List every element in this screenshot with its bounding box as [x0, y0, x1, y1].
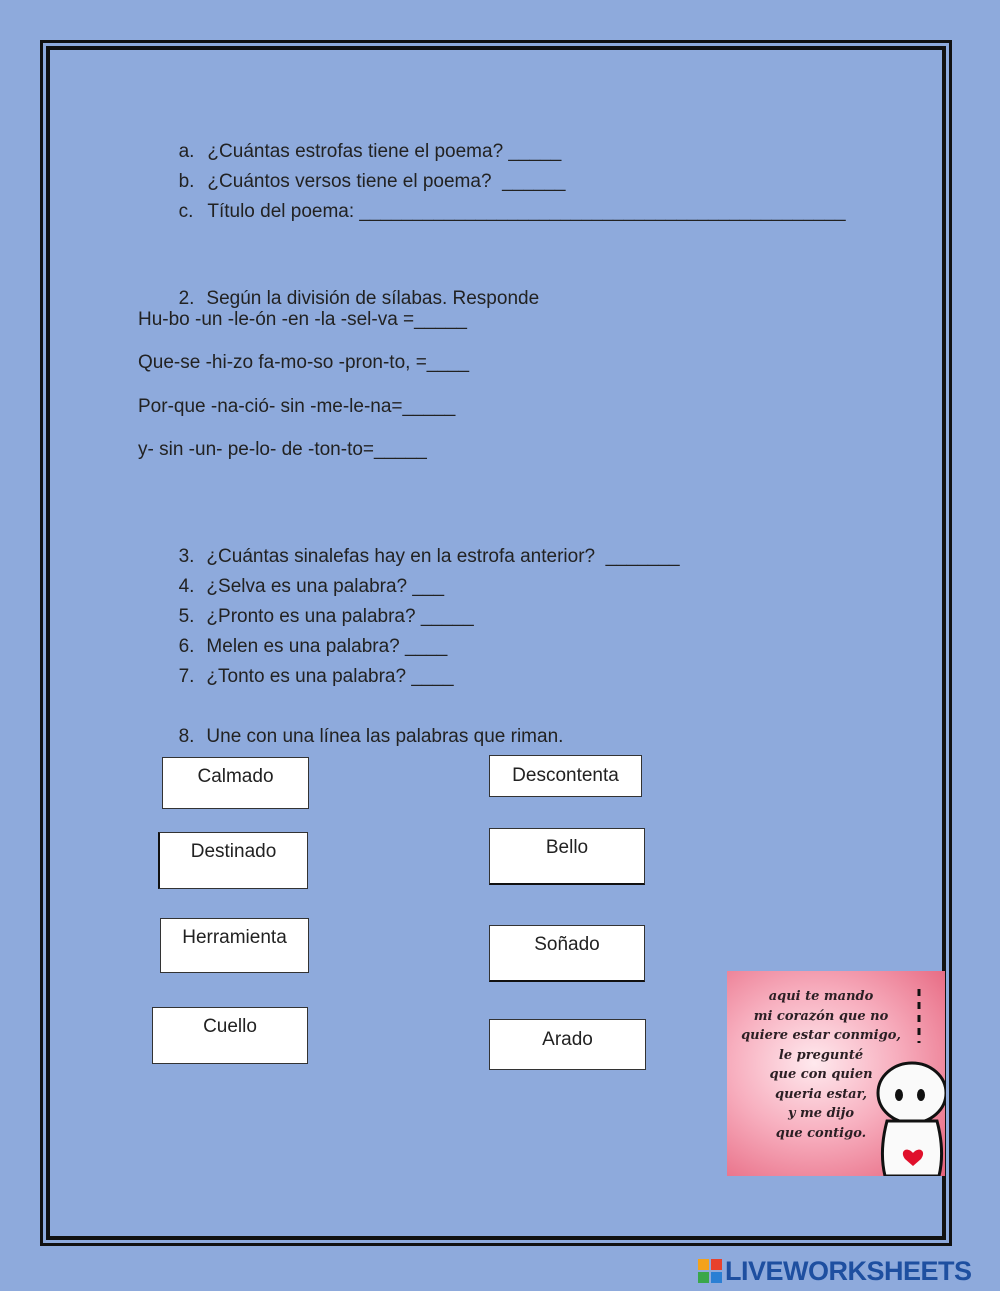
doll-figure-icon	[727, 971, 945, 1176]
question-2-marker: 2.	[178, 288, 195, 309]
card-line: mi corazón que no	[753, 1008, 889, 1024]
card-line: que contigo.	[775, 1125, 867, 1141]
card-line: aqui te mando	[768, 989, 874, 1004]
liveworksheets-logo-icon	[698, 1259, 722, 1283]
syllable-line-4: y- sin -un- pe-lo- de -ton-to=_____	[138, 439, 427, 460]
question-c-marker: c.	[178, 201, 194, 222]
word-box-arado[interactable]: Arado	[489, 1019, 646, 1070]
syllable-line-2: Que-se -hi-zo fa-mo-so -pron-to, =____	[138, 352, 470, 373]
word-box-destinado[interactable]: Destinado	[158, 832, 308, 889]
card-line: le pregunté	[778, 1047, 864, 1063]
question-4-text: ¿Selva es una palabra? ___	[206, 576, 445, 597]
word-box-herramienta[interactable]: Herramienta	[160, 918, 309, 973]
question-6-text: Melen es una palabra? ____	[206, 636, 448, 657]
word-box-bello[interactable]: Bello	[489, 828, 645, 885]
question-c-text: Título del poema: ______________________________________________	[207, 201, 846, 222]
question-2-text: Según la división de sílabas. Responde	[206, 288, 540, 309]
card-line: y me dijo	[787, 1106, 855, 1121]
liveworksheets-brand[interactable]	[698, 1256, 972, 1286]
question-8-marker: 8.	[178, 726, 195, 747]
question-8	[168, 704, 563, 748]
question-5-marker: 5.	[178, 606, 195, 627]
card-line: que con quien	[769, 1067, 873, 1082]
brand-name: LIVEWORKSHEETS	[725, 1255, 972, 1286]
question-c	[168, 179, 846, 223]
question-5-text: ¿Pronto es una palabra? _____	[206, 606, 474, 627]
question-7-marker: 7.	[178, 666, 195, 687]
question-4-marker: 4.	[178, 576, 195, 597]
syllable-line-3: Por-que -na-ció- sin -me-le-na=_____	[138, 396, 456, 417]
card-line: quiere estar conmigo,	[741, 1028, 901, 1043]
word-box-cuello[interactable]: Cuello	[152, 1007, 308, 1064]
question-a-text: ¿Cuántas estrofas tiene el poema? _____	[207, 141, 562, 162]
question-7	[168, 644, 454, 688]
question-3-marker: 3.	[178, 546, 195, 567]
question-3-text: ¿Cuántas sinalefas hay en la estrofa anterior? _______	[206, 546, 680, 567]
question-b-text: ¿Cuántos versos tiene el poema? ______	[207, 171, 566, 192]
question-b-marker: b.	[178, 171, 195, 192]
word-box-calmado[interactable]: Calmado	[162, 757, 309, 809]
question-7-text: ¿Tonto es una palabra? ____	[206, 666, 454, 687]
word-box-sonado[interactable]: Soñado	[489, 925, 645, 982]
card-line: queria estar,	[775, 1086, 867, 1102]
question-6-marker: 6.	[178, 636, 195, 657]
question-8-text: Une con una línea las palabras que riman.	[206, 726, 564, 747]
question-a-marker: a.	[178, 141, 195, 162]
question-2	[168, 266, 539, 310]
syllable-line-1: Hu-bo -un -le-ón -en -la -sel-va =_____	[138, 309, 467, 330]
word-box-descontenta[interactable]: Descontenta	[489, 755, 642, 797]
heart-card-image	[727, 971, 945, 1176]
